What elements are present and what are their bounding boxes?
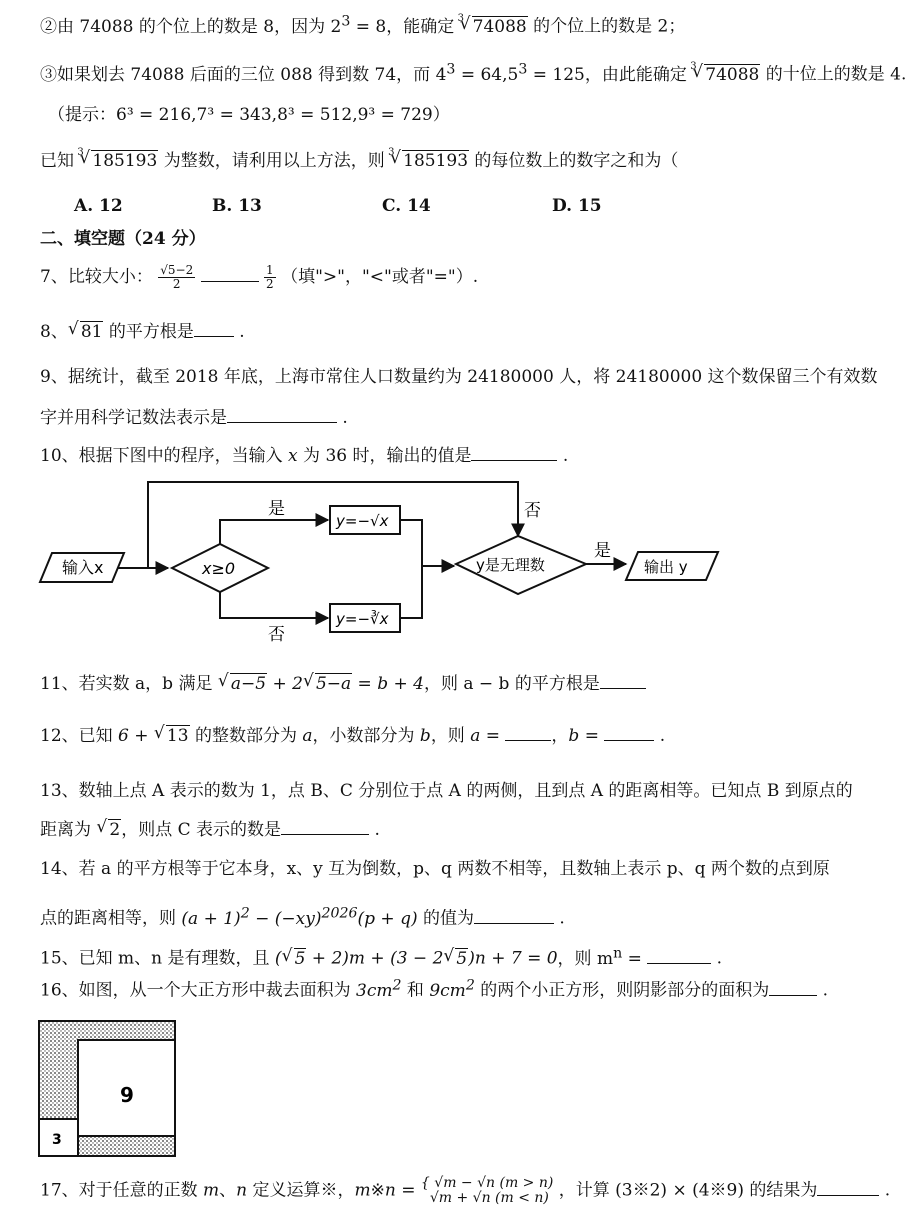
input-label: 输入x — [62, 558, 104, 577]
question-13-line-2: 距离为 √ 2，则点 C 表示的数是 . — [40, 818, 380, 841]
condition-label: x≥0 — [202, 559, 236, 578]
small-square-label: 3 — [52, 1132, 62, 1148]
irrational-decision-label: y是无理数 — [476, 556, 545, 574]
hint-line: （提示：6³ = 216,7³ = 343,8³ = 512,9³ = 729） — [48, 105, 450, 125]
question-16: 16、如图，从一个大正方形中裁去面积为 $3cm^2$ 和 $9cm^2$ 的两个小正方形，则阴影部分的面积为 . — [40, 977, 829, 1001]
question-14-line-1: 14、若 a 的平方根等于它本身，x、y 互为倒数，p、q 两数不相等，且数轴上表示 p、q 两个数的点到原 — [40, 859, 830, 879]
option-d: D. 15 — [552, 196, 602, 216]
question-9-line-2: 字并用科学记数法表示是 . — [40, 408, 348, 428]
question-10: 10、根据下图中的程序，当输入 x 为 36 时，输出的值是 . — [40, 446, 569, 466]
question-17: 17、对于任意的正数 m、n 定义运算※，m※n = { √m − √n (m > n) √m + √n (m < n) ，计算 (3※2) × (4※9) 的结果为 . — [40, 1175, 891, 1206]
no-branch-label: 否 — [268, 625, 285, 645]
question-9-line-1: 9、据统计，截至 2018 年底，上海市常住人口数量约为 24180000 人，将 24180000 这个数保留三个有效数 — [40, 367, 878, 387]
output-label: 输出 y — [644, 558, 688, 576]
question-6-stem: 已知 √ 3 185193 为整数，请利用以上方法，则 √ 3 185193 的每位数上的数字之和为（ — [40, 150, 678, 172]
yes-branch-label: 是 — [268, 499, 285, 519]
question-12: 12、已知 6 + √ 13 的整数部分为 a，小数部分为 b，则 a = ，b = . — [40, 724, 665, 747]
option-b: B. 13 — [212, 196, 262, 216]
program-flowchart — [36, 474, 736, 644]
question-7: 7、比较大小： $\frac{√5-2}{2}$ $\frac{1}{2}$ （填">"，"<"或者"="）. — [40, 263, 479, 291]
question-8: 8、√ 81 的平方根是 . — [40, 320, 245, 343]
question-13-line-1: 13、数轴上点 A 表示的数为 1，点 B、C 分别位于点 A 的两侧，且到点 A 的距离相等。已知点 B 到原点的 — [40, 781, 853, 801]
figure-16-squares — [38, 1020, 178, 1158]
question-14-line-2: 点的距离相等，则 $(a + 1)^2 - (-xy)^{2026}(p + q)$ 的值为 . — [40, 905, 565, 929]
text-line-1: ②由 74088 的个位上的数是 8，因为 $2^3 = 8$，能确定 √ 3 74088 的个位上的数是 2； — [40, 10, 685, 38]
output-yes-label: 是 — [594, 541, 611, 561]
option-c: C. 14 — [382, 196, 431, 216]
question-11: 11、若实数 a，b 满足 √ a−5 + 2√ 5−a = b + 4，则 a − b 的平方根是 — [40, 672, 646, 695]
question-15: 15、已知 m、n 是有理数，且 (√ 5 + 2)m + (3 − 2√ 5)n + 7 = 0，则 $m^n$ = . — [40, 942, 722, 970]
option-a: A. 12 — [74, 196, 123, 216]
big-square-label: 9 — [120, 1083, 134, 1107]
box-neg-cbrt-label: y=−∛x — [336, 610, 389, 628]
box-neg-sqrt-label: y=−√x — [336, 512, 389, 530]
section-header-fill-in: 二、填空题（24 分） — [40, 229, 206, 249]
loop-no-label: 否 — [524, 501, 541, 521]
text-line-2: ③如果划去 74088 后面的三位 088 得到数 74，而 $4^3 = 64,5^3 = 125$，由此能确定 √ 3 74088 的十位上的数是 4. — [40, 58, 906, 86]
